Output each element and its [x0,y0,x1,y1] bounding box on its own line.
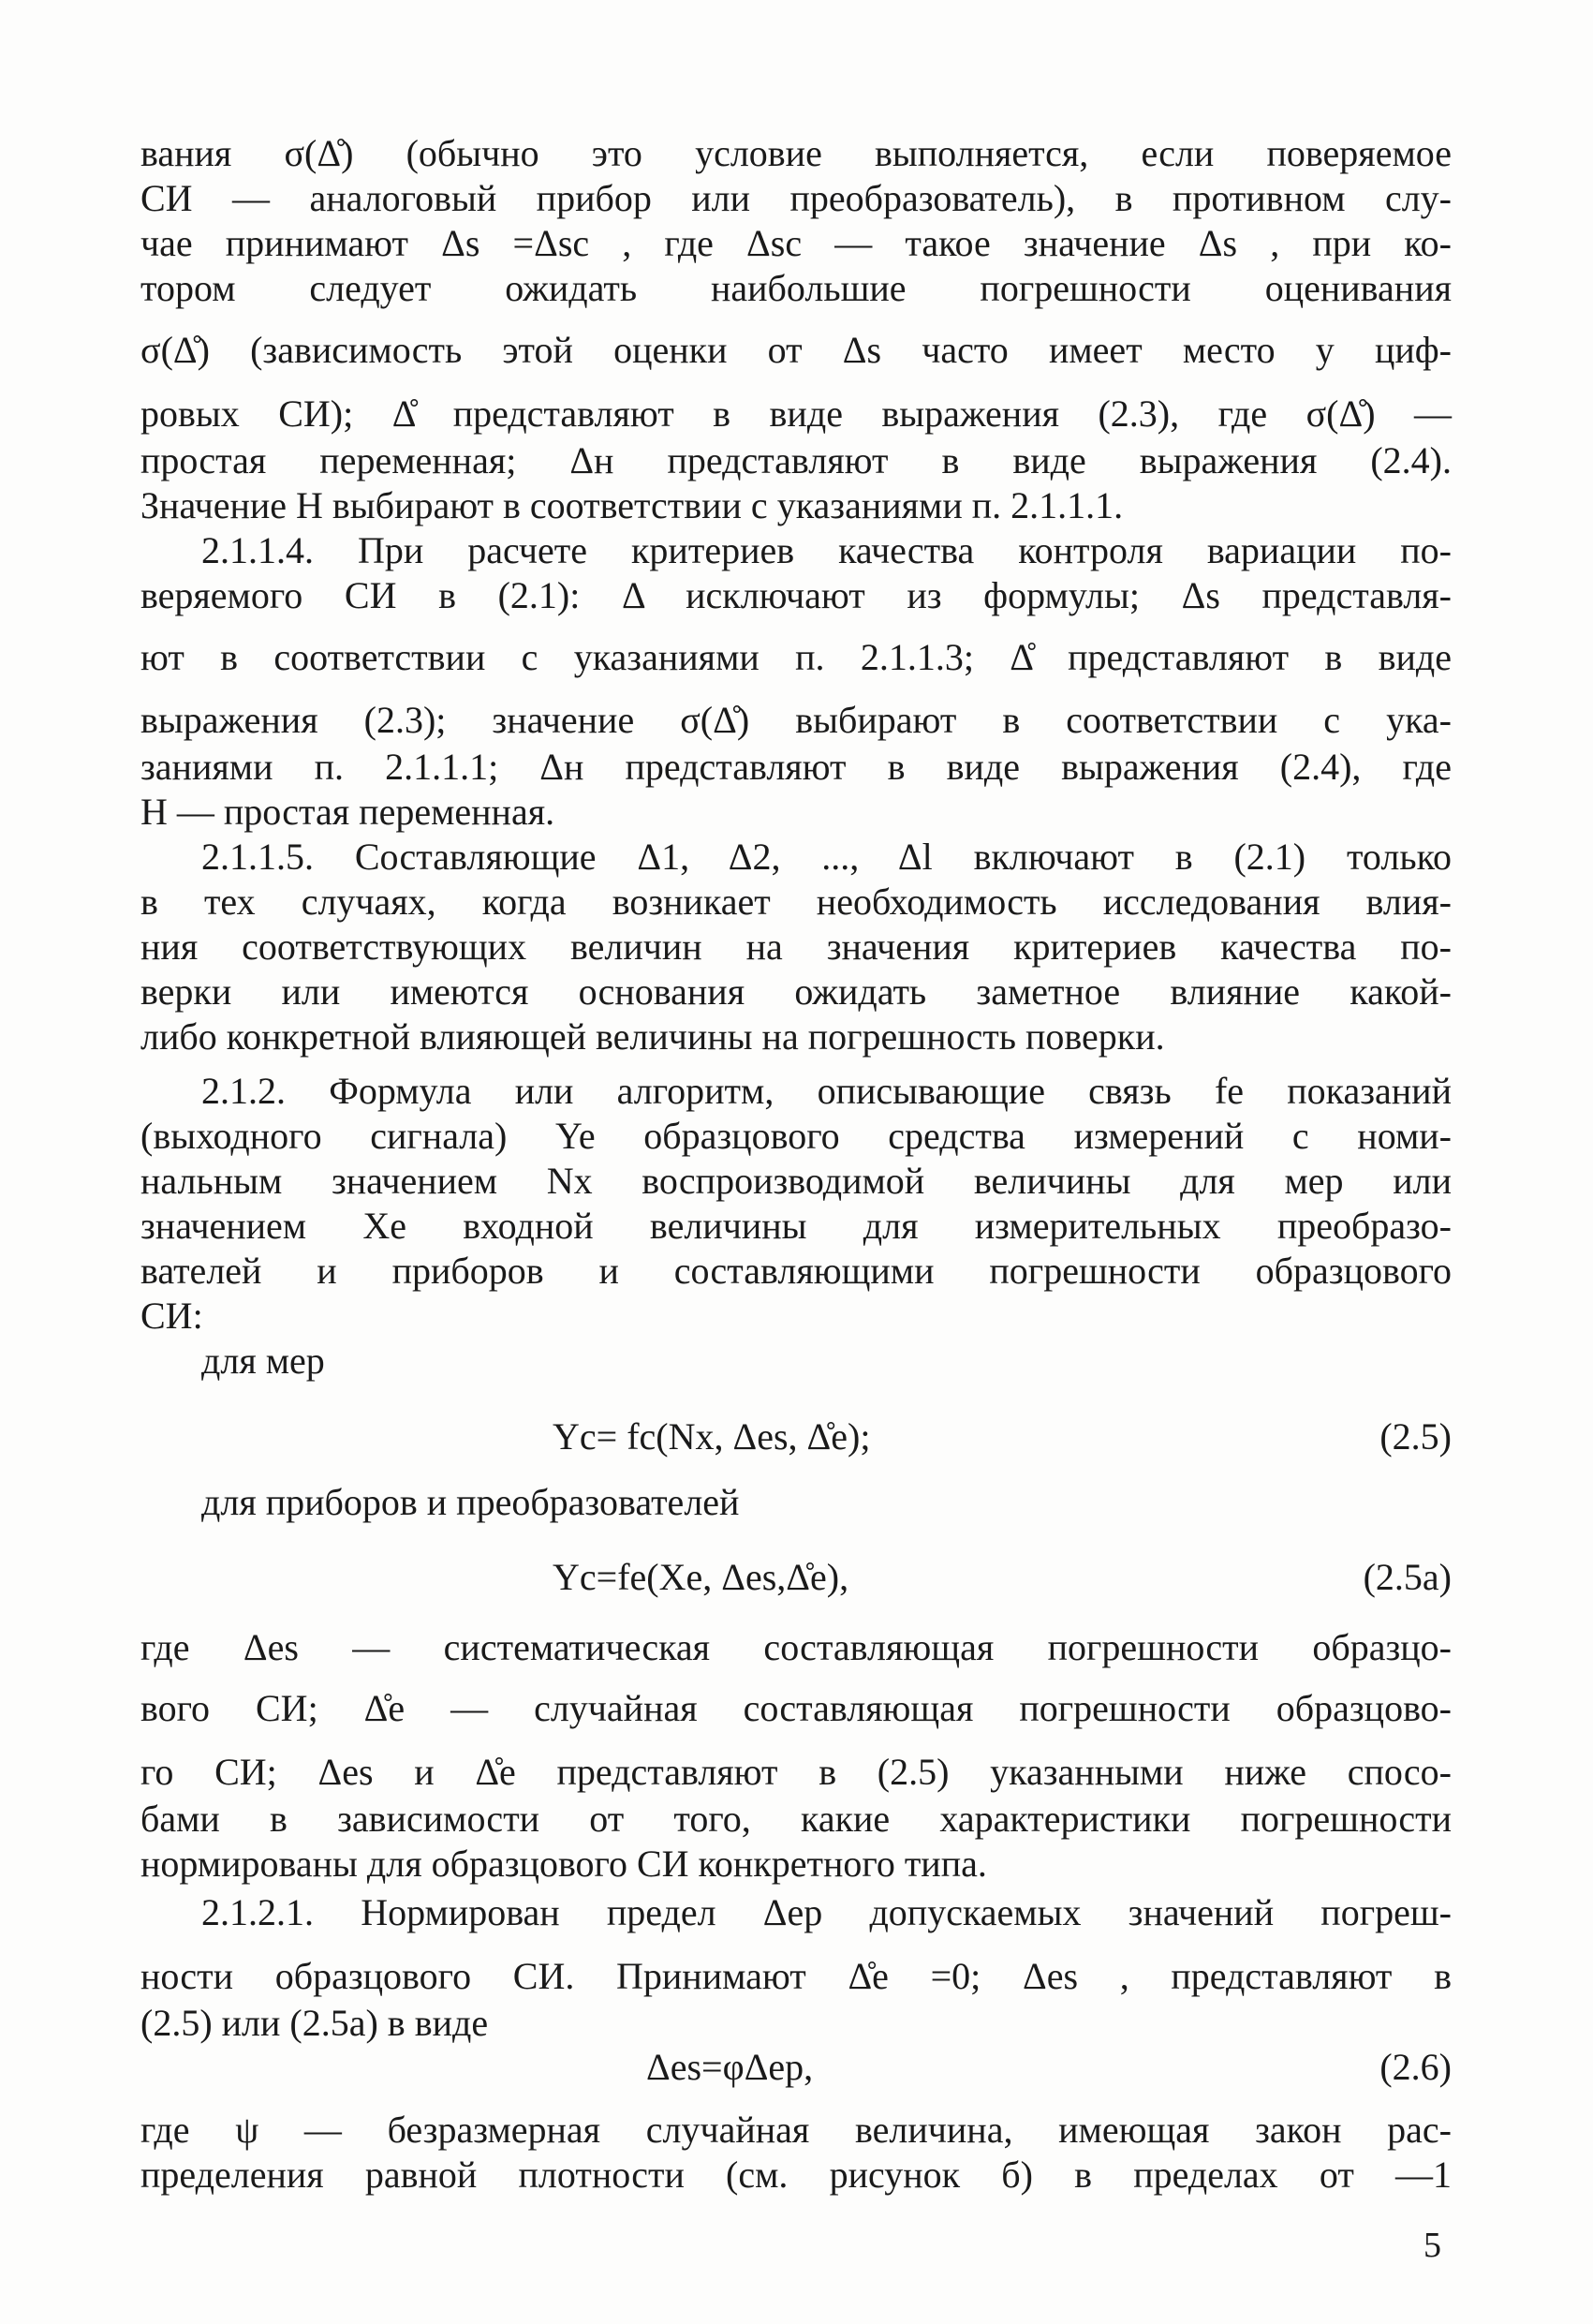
paragraph-start: 2.1.1.5. Составляющие Δ1, Δ2, ..., Δl включают в (2.1) только [201,836,1452,878]
text-line: либо конкретной влияющей величины на погрешность поверки. [140,1015,1165,1058]
text-line: простая переменная; Δн представляют в виде выражения (2.4). [140,439,1452,481]
text-line: H — простая переменная. [140,791,555,833]
text-line: (2.5) или (2.5a) в виде [140,2002,489,2044]
text-line: для мер [201,1340,325,1382]
text-line: верки или имеются основания ожидать заметное влияние какой- [140,970,1452,1013]
paragraph-start: 2.1.1.4. При расчете критериев качества контроля вариации по- [201,529,1452,571]
text-line: пределения равной плотности (см. рисунок б) в пределах от —1 [140,2154,1452,2196]
text-line: нормированы для образцового СИ конкретного типа. [140,1843,987,1885]
text-line: где ψ — безразмерная случайная величина, имеющая закон рас- [140,2109,1452,2151]
text-line: вателей и приборов и составляющими погрешности образцового [140,1250,1452,1292]
text-line: вого СИ; Δ̊e — случайная составляющая погрешности образцово- [140,1687,1452,1729]
equation-2-5: Yc= fc(Nx, Δes, Δ̊e); [553,1415,871,1458]
text-line: Значение H выбирают в соответствии с указаниями п. 2.1.1.1. [140,484,1124,526]
text-line: выражения (2.3); значение σ(Δ̊) выбирают в соответствии с ука- [140,699,1452,741]
equation-2-6: Δes=φΔep, [646,2046,814,2088]
text-line: заниями п. 2.1.1.1; Δн представляют в виде выражения (2.4), где [140,746,1452,788]
equation-number: (2.5a) [1363,1556,1452,1598]
paragraph-start: 2.1.2.1. Нормирован предел Δep допускаемых значений погреш- [201,1891,1452,1933]
text-line: (выходного сигнала) Ye образцового средства измерений с номи- [140,1115,1452,1157]
text-line: в тех случаях, когда возникает необходимость исследования влия- [140,881,1452,923]
equation-number: (2.6) [1379,2046,1452,2088]
text-line: го СИ; Δes и Δ̊e представляют в (2.5) указанными ниже спосо- [140,1751,1452,1793]
text-line: ния соответствующих величин на значения критериев качества по- [140,925,1452,968]
text-line: тором следует ожидать наибольшие погрешности оценивания [140,267,1452,309]
text-line: ности образцового СИ. Принимают Δ̊e =0; Δes , представляют в [140,1955,1452,1997]
text-line: вания σ(Δ̊) (обычно это условие выполняется, если поверяемое [140,132,1452,174]
text-line: бами в зависимости от того, какие характеристики погрешности [140,1798,1452,1840]
paragraph-start: 2.1.2. Формула или алгоритм, описывающие связь fe показаний [201,1070,1452,1112]
text-line: чае принимают Δs =Δsc , где Δsc — такое значение Δs , при ко- [140,222,1452,264]
text-line: СИ: [140,1295,203,1337]
page-number: 5 [1423,2226,1441,2265]
text-line: ют в соответствии с указаниями п. 2.1.1.3; Δ̊ представляют в виде [140,636,1452,678]
text-line: σ(Δ̊) (зависимость этой оценки от Δs часто имеет место у циф- [140,329,1452,371]
text-line: нальным значением Nx воспроизводимой величины для мер или [140,1160,1452,1202]
text-line: где Δes — систематическая составляющая погрешности образцо- [140,1626,1452,1668]
equation-number: (2.5) [1379,1415,1452,1458]
text-line: ровых СИ); Δ̊ представляют в виде выражения (2.3), где σ(Δ̊) — [140,392,1452,435]
text-line: значением Xe входной величины для измерительных преобразо- [140,1205,1452,1247]
text-line: для приборов и преобразователей [201,1481,740,1523]
equation-2-5a: Yc=fe(Xe, Δes,Δ̊e), [553,1556,849,1598]
text-line: СИ — аналоговый прибор или преобразователь), в противном слу- [140,177,1452,219]
text-line: веряемого СИ в (2.1): Δ исключают из формулы; Δs представля- [140,574,1452,616]
